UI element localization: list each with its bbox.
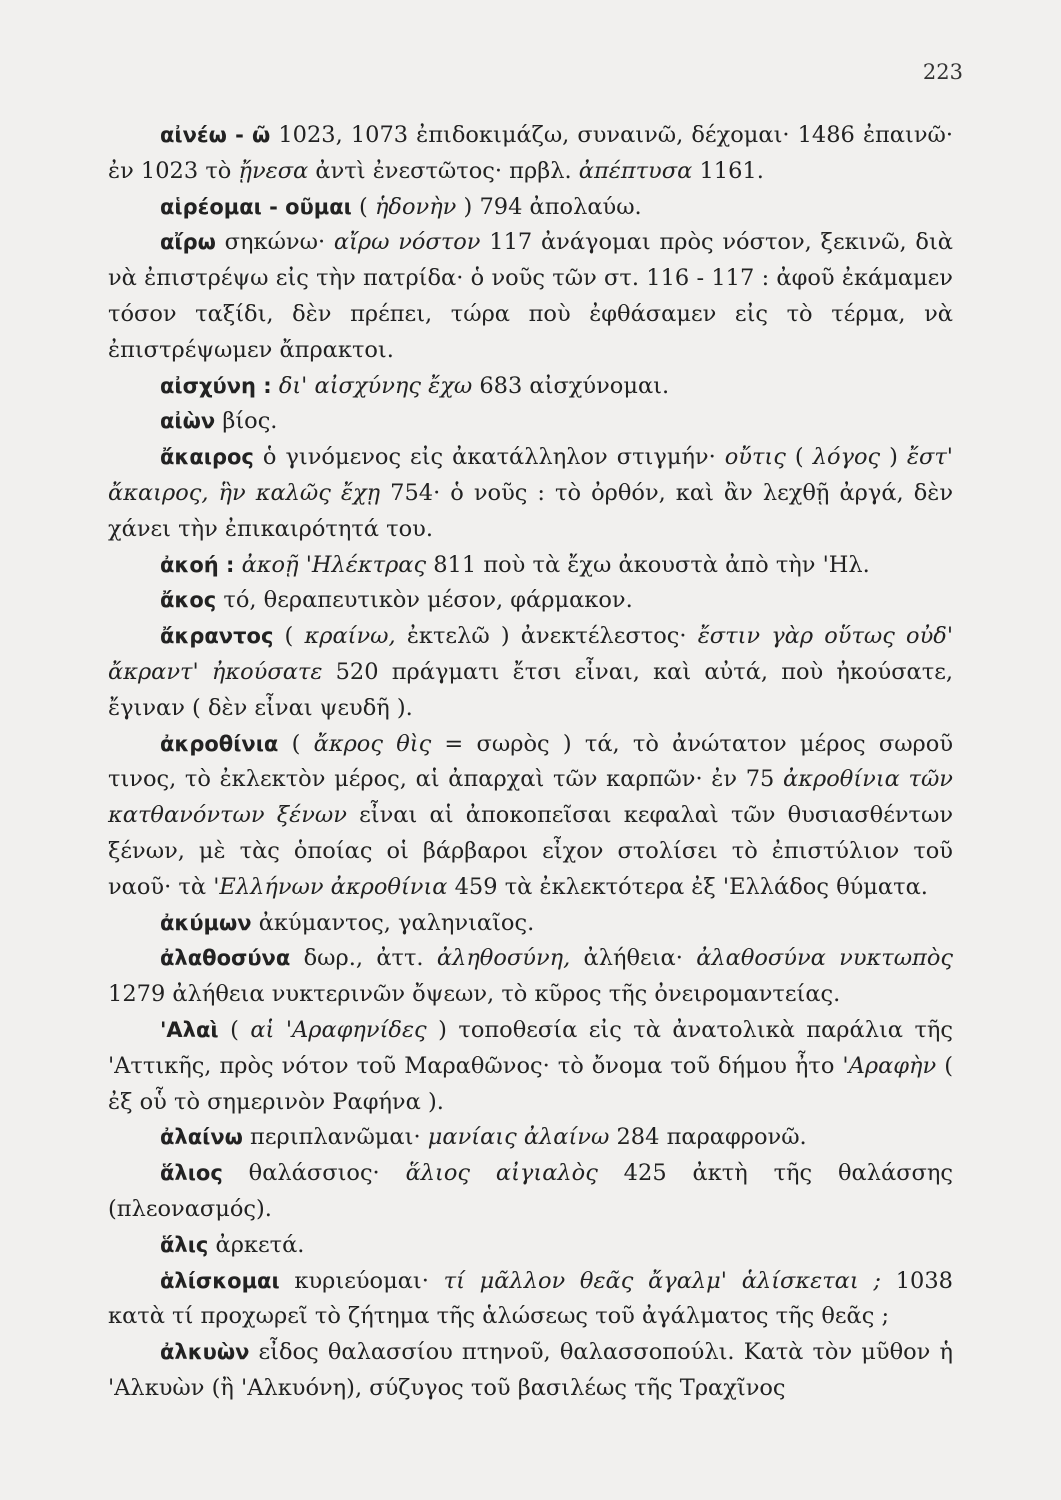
headword: ἄκραντος [160,624,274,649]
definition-text: τό, θεραπευτικὸν μέσον, φάρμακον. [216,587,633,614]
glossary-entry [108,1228,953,1264]
quotation: δι' αἰσχύνης ἔχω [278,372,473,399]
quotation: τί μᾶλλον θεᾶς ἄγαλμ' ἁλίσκεται ; [443,1267,881,1294]
definition-text: 1161. [692,157,764,184]
definition-text: 425 ἀκτὴ τῆς θαλάσσης (πλεονασμός). [108,1160,953,1222]
definition-text: σηκώνω· [215,229,334,256]
glossary-entry [108,1264,953,1336]
definition-text: εἶδος θαλασσίου πτηνοῦ, θαλασσοπούλι. Κατὰ τὸν μῦθον ἡ 'Αλκυὼν (ἢ 'Αλκυόνη), σύζυγος τοῦ βασιλέως τῆς Τραχῖνος [108,1339,953,1401]
definition-text: 811 ποὺ τὰ ἔχω ἀκουστὰ ἀπὸ τὴν 'Ηλ. [426,551,870,578]
glossary-entry [108,1120,953,1156]
headword: ἀλκυὼν [160,1340,250,1365]
definition-text: ἀλήθεια· [570,945,697,972]
definition-text: ) 794 ἀπολαύω. [456,193,642,220]
definition-text: = σωρὸς ) τά, τὸ ἀνώτατον μέρος σωροῦ τινος, τὸ ἐκλεκτὸν μέρος, αἱ ἀπαρχαὶ τῶν καρπῶν· ἐν 75 [108,730,953,793]
quotation: ἀπέπτυσα [578,157,693,184]
headword: αἴρω [160,230,216,255]
glossary-entry [108,906,953,942]
glossary-entry [108,941,953,1013]
definition-text: βίος. [215,408,278,435]
quotation: ἔστ' ἄκαιρος, ἣν καλῶς ἔχῃ [108,444,953,506]
quotation: οὔτις [724,444,786,471]
definition-text: 1279 ἀλήθεια νυκτερινῶν ὄψεων, τὸ κῦρος τῆς ὀνειρομαντείας. [108,981,841,1008]
quotation: ᾔνεσα [238,157,309,184]
headword: αἱρέομαι - οῦμαι [160,194,352,219]
glossary-entry [108,190,953,226]
page-number: 223 [922,60,963,84]
quotation: μανίαις ἀλαίνω [427,1124,610,1151]
definition-text: θαλάσσιος· [222,1160,406,1187]
glossary-entries [108,118,953,1407]
glossary-entry [108,583,953,619]
glossary-entry [108,1013,953,1120]
headword: ἀκύμων [160,910,252,935]
headword: ἅλις [160,1232,209,1257]
headword: ἀλαθοσύνα [160,946,291,971]
definition-text: ( [278,730,314,757]
glossary-entry [108,1335,953,1407]
definition-text: 1038 κατὰ τί προχωρεῖ τὸ ζήτημα τῆς ἁλώσεως τοῦ ἀγάλματος τῆς θεᾶς ; [108,1267,953,1330]
definition-text: ἐκτελῶ ) ἀνεκτέλεστος· [395,623,698,650]
quotation: ἅλιος αἰγιαλὸς [405,1160,598,1187]
definition-text: 754· ὁ νοῦς : τὸ ὀρθόν, καὶ ἂν λεχθῇ ἀργά, δὲν χάνει τὴν ἐπικαιρότητά του. [108,479,954,542]
headword: ἁλίσκομαι [160,1268,280,1293]
definition-text: ( [218,1016,251,1043]
quotation: αἴρω νόστον [333,229,481,256]
definition-text: 117 ἀνάγομαι πρὸς νόστον, ξεκινῶ, διὰ νὰ ἐπιστρέψω εἰς τὴν πατρίδα· ὁ νοῦς τῶν στ. 116 - 117 : ἀφοῦ ἐκάμαμεν τόσον ταξίδι, δὲν πρέπει, τώρα ποὺ ἐφθάσαμεν εἰς τὸ τέρμα, νὰ ἐπιστρέψωμεν ἄπρακτοι. [108,229,953,363]
definition-text: 683 αἰσχύνομαι. [472,372,670,399]
definition-text: ( [785,444,813,471]
headword: ἄκαιρος [160,445,254,470]
definition-text: 1023, 1073 ἐπιδοκιμάζω, συναινῶ, δέχομαι· 1486 ἐπαινῶ· ἐν 1023 τὸ [108,122,953,184]
quotation: λόγος [812,444,881,471]
quotation: 'Αραφὴν [842,1052,937,1079]
definition-text: ὁ γινόμενος εἰς ἀκατάλληλον στιγμήν· [253,444,725,471]
quotation: ἡδονὴν [374,193,457,220]
glossary-entry [108,118,953,190]
headword: αἰσχύνη : [160,373,272,398]
definition-text: εἶναι αἱ ἀποκοπεῖσαι κεφαλαὶ τῶν θυσιασθέντων ξένων, μὲ τὰς ὁποίας οἱ βάρβαροι εἶχον στολίσει τὸ ἐπιστύλιον τοῦ ναοῦ· τὰ [108,802,953,900]
headword: ἄκος [160,588,217,613]
quotation: ἀκροθίνια τῶν κατθανόντων ξένων [108,766,953,829]
glossary-entry [108,548,953,584]
glossary-entry [108,225,953,368]
quotation: ἀληθοσύνη, [436,945,571,972]
definition-text [234,552,241,578]
glossary-entry [108,404,953,440]
headword: ἀκοή : [160,552,235,577]
definition-text: ( [273,623,305,650]
headword: 'Αλαὶ [160,1017,219,1042]
glossary-entry [108,727,953,906]
quotation: ἔστιν γὰρ οὕτως οὐδ' ἄκραντ' ἠκούσατε [108,623,954,685]
definition-text: ) [880,444,907,471]
quotation: 'Ελλήνων ἀκροθίνια [213,873,448,900]
headword: ἀκροθίνια [160,731,279,756]
definition-text: ) τοποθεσία εἰς τὰ ἀνατολικὰ παράλια τῆς 'Αττικῆς, πρὸς νότον τοῦ Μαραθῶνος· τὸ ὄνομα τοῦ δήμου ἦτο [108,1016,953,1079]
definition-text: 459 τὰ ἐκλεκτότερα ἐξ 'Ελλάδος θύματα. [447,873,928,900]
glossary-entry [108,440,953,547]
definition-text: περιπλανῶμαι· [242,1124,428,1151]
definition-text: ἀντὶ ἐνεστῶτος· πρβλ. [308,157,579,184]
definition-text: ( [351,193,375,220]
quotation: ἀκοῇ 'Ηλέκτρας [241,551,427,578]
quotation: ἄκρος θὶς [313,730,432,757]
definition-text: 520 πράγματι ἔτσι εἶναι, καὶ αὐτά, ποὺ ἠκούσατε, ἔγιναν ( δὲν εἶναι ψευδῆ ). [108,658,954,721]
headword: αἰὼν [160,409,216,434]
glossary-entry [108,1156,953,1228]
headword: ἀλαίνω [160,1125,243,1150]
quotation: κραίνω, [304,623,396,650]
definition-text: δωρ., ἀττ. [290,945,437,972]
definition-text: κυριεύομαι· [279,1267,444,1294]
definition-text [272,373,279,399]
quotation: αἱ 'Αραφηνίδες [250,1016,427,1043]
quotation: ἀλαθοσύνα νυκτωπὸς [696,945,953,972]
definition-text: ἀκύμαντος, γαληνιαῖος. [251,909,535,936]
glossary-entry [108,619,953,726]
glossary-entry [108,369,953,405]
headword: ἅλιος [160,1161,223,1186]
definition-text: ( ἐξ οὗ τὸ σημερινὸν Ραφήνα ). [108,1052,953,1115]
headword: αἰνέω - ῶ [160,123,271,147]
definition-text: ἀρκετά. [208,1231,305,1258]
definition-text: 284 παραφρονῶ. [609,1124,807,1151]
